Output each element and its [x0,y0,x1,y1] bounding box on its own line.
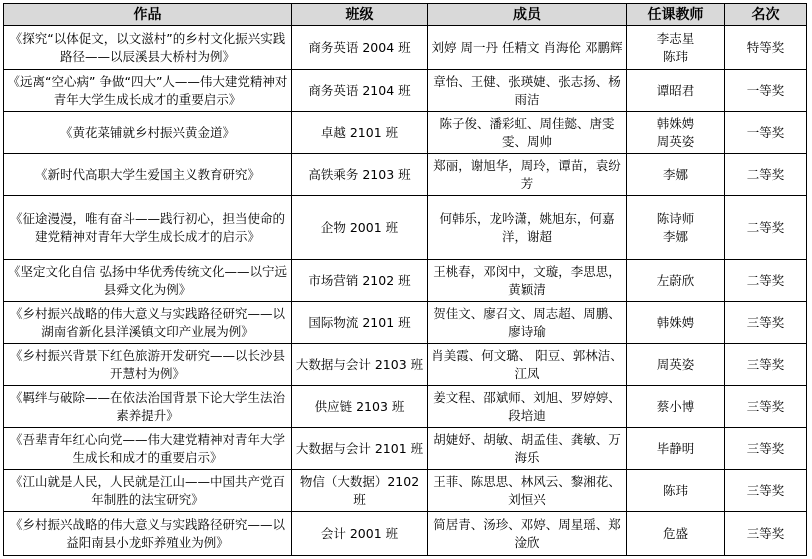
rank-cell: 三等奖 [725,512,807,556]
rank-cell: 一等奖 [725,112,807,154]
work-title-cell: 《坚定文化自信 弘扬中华优秀传统文化——以宁远县舜文化为例》 [4,260,292,302]
teacher-name: 危盛 [662,525,688,541]
table-row [4,154,807,196]
table-row [4,512,807,556]
teacher-cell [627,470,725,512]
teacher-name: 陈玮 [662,482,688,498]
rank-cell: 特等奖 [725,26,807,70]
work-title-cell: 《黄花菜铺就乡村振兴黄金道》 [4,112,292,154]
class-cell: 高铁乘务 2103 班 [292,154,428,196]
table-row [4,428,807,470]
table-row [4,344,807,386]
teacher-cell [627,428,725,470]
class-cell: 供应链 2103 班 [292,386,428,428]
members-cell: 刘婷 周一丹 任精文 肖海伦 邓鹏辉 [428,26,627,70]
table-row [4,70,807,112]
work-title-cell: 《乡村振兴战略的伟大意义与实践路径研究——以益阳南县小龙虾养殖业为例》 [4,512,292,556]
class-cell: 物信（大数据）2102 班 [292,470,428,512]
class-cell: 国际物流 2101 班 [292,302,428,344]
work-title-cell: 《乡村振兴背景下红色旅游开发研究——以长沙县开慧村为例》 [4,344,292,386]
table-row [4,260,807,302]
rank-cell: 二等奖 [725,196,807,260]
header-teacher: 任课教师 [627,4,725,26]
teacher-cell [627,386,725,428]
rank-cell: 三等奖 [725,386,807,428]
rank-cell: 一等奖 [725,70,807,112]
teacher-cell [627,344,725,386]
teacher-name: 李娜 [662,228,688,244]
teacher-cell [627,112,725,154]
header-row [4,4,807,26]
members-cell: 王桃春，邓闵中，文璇，李思思，黄颖清 [428,260,627,302]
class-cell: 市场营销 2102 班 [292,260,428,302]
table-row [4,196,807,260]
rank-cell: 二等奖 [725,260,807,302]
header-work: 作品 [4,4,292,26]
teacher-name: 李志星 [656,30,695,46]
teacher-name: 李娜 [662,166,688,182]
work-title-cell: 《羁绊与破除——在依法治国背景下论大学生法治素养提升》 [4,386,292,428]
header-rank: 名次 [725,4,807,26]
teacher-cell [627,70,725,112]
teacher-name: 韩姝娉 [656,115,695,131]
work-title-cell: 《征途漫漫，唯有奋斗——践行初心，担当使命的建党精神对青年大学生成长成才的启示》 [4,196,292,260]
teacher-cell [627,260,725,302]
header-class: 班级 [292,4,428,26]
teacher-cell [627,154,725,196]
teacher-name: 谭昭君 [656,82,695,98]
rank-cell: 三等奖 [725,470,807,512]
awards-table [3,3,807,556]
header-members: 成员 [428,4,627,26]
members-cell: 肖美霞、何文璐、 阳豆、郭林洁、江凤 [428,344,627,386]
teacher-cell [627,302,725,344]
work-title-cell: 《吾辈青年红心向党——伟大建党精神对青年大学生成长和成才的重要启示》 [4,428,292,470]
work-title-cell: 《远离“空心病” 争做“四大”人——伟大建党精神对青年大学生成长成才的重要启示》 [4,70,292,112]
class-cell: 企物 2001 班 [292,196,428,260]
class-cell: 卓越 2101 班 [292,112,428,154]
rank-cell: 三等奖 [725,302,807,344]
table-row [4,26,807,70]
members-cell: 章怡、王健、张瑛婕、张志扬、杨雨洁 [428,70,627,112]
work-title-cell: 《探究“以体促文，以文滋村”的乡村文化振兴实践路径——以辰溪县大桥村为例》 [4,26,292,70]
teacher-name: 陈诗师 [656,210,695,226]
members-cell: 陈子俊、潘彩虹、周佳懿、唐雯雯、周帅 [428,112,627,154]
work-title-cell: 《乡村振兴战略的伟大意义与实践路径研究——以湖南省新化县洋溪镇文印产业展为例》 [4,302,292,344]
work-title-cell: 《新时代高职大学生爱国主义教育研究》 [4,154,292,196]
rank-cell: 三等奖 [725,344,807,386]
class-cell: 商务英语 2004 班 [292,26,428,70]
teacher-name: 陈玮 [662,48,688,64]
members-cell: 何韩乐，龙吟潇，姚旭东，何嘉洋，谢超 [428,196,627,260]
members-cell: 简居青、汤珍、邓婷、周星瑶、郑淦欣 [428,512,627,556]
members-cell: 胡婕妤、胡敏、胡孟佳、龚敏、万海乐 [428,428,627,470]
class-cell: 会计 2001 班 [292,512,428,556]
table-row [4,112,807,154]
work-title-cell: 《江山就是人民，人民就是江山——中国共产党百年制胜的法宝研究》 [4,470,292,512]
rank-cell: 二等奖 [725,154,807,196]
teacher-name: 毕静明 [656,440,695,456]
members-cell: 姜文程、邵斌师、刘旭、罗婷婷、段培迪 [428,386,627,428]
rank-cell: 三等奖 [725,428,807,470]
table-row [4,386,807,428]
table-row [4,470,807,512]
teacher-cell [627,196,725,260]
teacher-cell [627,512,725,556]
table-row [4,302,807,344]
members-cell: 王菲、陈思思、林风云、黎湘花、刘恒兴 [428,470,627,512]
teacher-name: 左蔚欣 [656,272,695,288]
teacher-cell [627,26,725,70]
class-cell: 商务英语 2104 班 [292,70,428,112]
teacher-name: 蔡小博 [656,398,695,414]
class-cell: 大数据与会计 2103 班 [292,344,428,386]
teacher-name: 周英姿 [656,133,695,149]
class-cell: 大数据与会计 2101 班 [292,428,428,470]
members-cell: 郑丽，谢旭华，周玲，谭苗，袁纷芳 [428,154,627,196]
members-cell: 贺佳文、廖召文、周志超、周鹏、廖诗瑜 [428,302,627,344]
teacher-name: 周英姿 [656,356,695,372]
teacher-name: 韩姝娉 [656,314,695,330]
